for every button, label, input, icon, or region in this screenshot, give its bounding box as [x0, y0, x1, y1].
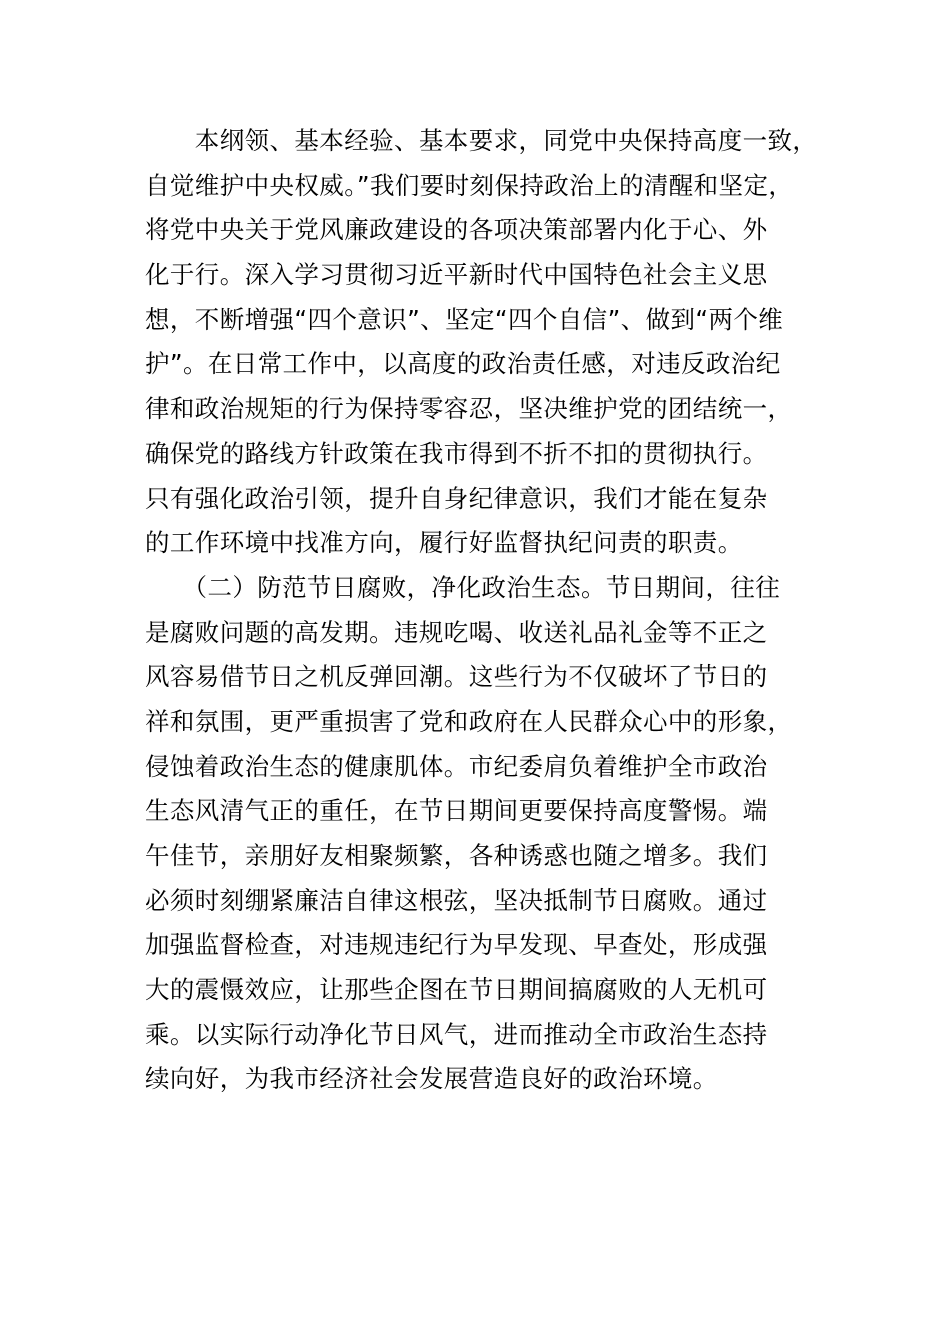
text-line: 自觉维护中央权威。”我们要时刻保持政治上的清醒和坚定， — [145, 170, 794, 200]
document-body — [145, 119, 825, 1102]
text-line: 续向好，为我市经济社会发展营造良好的政治环境。 — [145, 1064, 718, 1094]
paragraph-political-discipline — [145, 119, 825, 566]
text-line: 是腐败问题的高发期。违规吃喝、收送礼品礼金等不正之 — [145, 617, 768, 647]
text-line: 午佳节，亲朋好友相聚频繁，各种诱惑也随之增多。我们 — [145, 841, 768, 870]
text-line: 加强监督检查，对违规违纪行为早发现、早查处，形成强 — [145, 930, 768, 960]
text-line: 化于行。深入学习贯彻习近平新时代中国特色社会主义思 — [145, 260, 768, 290]
text-line: 生态风清气正的重任，在节日期间更要保持高度警惕。端 — [145, 796, 768, 826]
text-line: 想，不断增强“四个意识”、坚定“四个自信”、做到“两个维 — [145, 304, 784, 334]
text-line: 祥和氛围，更严重损害了党和政府在人民群众心中的形象， — [145, 706, 793, 736]
text-line: 只有强化政治引领，提升自身纪律意识，我们才能在复杂 — [145, 483, 768, 513]
text-line: 律和政治规矩的行为保持零容忍，坚决维护党的团结统一， — [145, 394, 793, 424]
text-line: 将党中央关于党风廉政建设的各项决策部署内化于心、外 — [145, 215, 768, 245]
text-line: 乘。以实际行动净化节日风气，进而推动全市政治生态持 — [145, 1019, 768, 1049]
text-line: 必须时刻绷紧廉洁自律这根弦，坚决抵制节日腐败。通过 — [145, 885, 768, 915]
text-line: 大的震慑效应，让那些企图在节日期间搞腐败的人无机可 — [145, 975, 768, 1005]
text-line: 确保党的路线方针政策在我市得到不折不扣的贯彻执行。 — [145, 438, 768, 468]
paragraph-holiday-corruption — [145, 566, 825, 1102]
text-line: 侵蚀着政治生态的健康肌体。市纪委肩负着维护全市政治 — [145, 751, 768, 781]
text-line: 本纲领、基本经验、基本要求，同党中央保持高度一致， — [145, 126, 818, 155]
text-line: 护”。在日常工作中，以高度的政治责任感，对违反政治纪 — [145, 349, 781, 379]
text-line: 风容易借节日之机反弹回潮。这些行为不仅破坏了节日的 — [145, 662, 768, 692]
text-line: 的工作环境中找准方向，履行好监督执纪问责的职责。 — [145, 528, 743, 558]
text-line: （二）防范节日腐败，净化政治生态。节日期间，往往 — [145, 572, 781, 602]
